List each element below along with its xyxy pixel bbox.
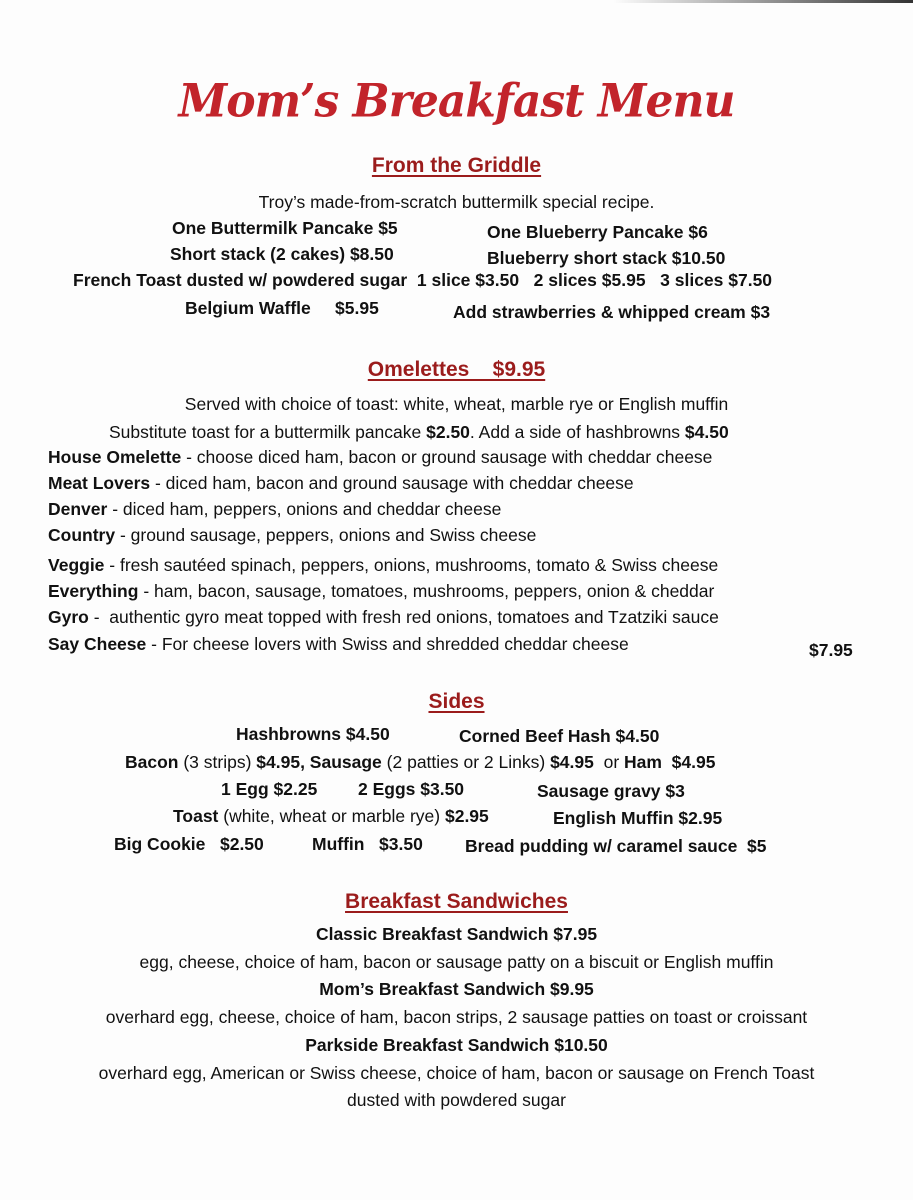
- section-griddle-heading: From the Griddle: [371, 154, 542, 177]
- sandwich-parkside-desc-2: dusted with powdered sugar: [347, 1090, 566, 1110]
- sandwich-parkside: Parkside Breakfast Sandwich $10.50: [305, 1035, 608, 1055]
- griddle-waffle: Belgium Waffle $5.95: [185, 298, 379, 318]
- section-omelettes-heading: Omelettes $9.95: [367, 358, 546, 381]
- side-one-egg: 1 Egg $2.25: [221, 779, 318, 799]
- omelette-item: Gyro - authentic gyro meat topped with fresh red onions, tomatoes and Tzatziki sauce: [48, 607, 719, 627]
- scan-edge: [613, 0, 913, 3]
- side-two-eggs: 2 Eggs $3.50: [358, 779, 465, 799]
- omelette-item: Veggie - fresh sautéed spinach, peppers, onions, mushrooms, tomato & Swiss cheese: [48, 555, 719, 575]
- griddle-one-blueberry: One Blueberry Pancake $6: [487, 222, 708, 242]
- sandwich-moms-desc: overhard egg, cheese, choice of ham, bacon strips, 2 sausage patties on toast or croissant: [105, 1007, 808, 1027]
- side-corned-beef: Corned Beef Hash $4.50: [459, 726, 660, 746]
- side-meats: Bacon (3 strips) $4.95, Sausage (2 patties or 2 Links) $4.95 or Ham $4.95: [125, 752, 716, 772]
- side-english-muffin: English Muffin $2.95: [553, 808, 723, 828]
- omelette-item: Say Cheese - For cheese lovers with Swiss and shredded cheddar cheese $7.95: [48, 634, 853, 660]
- section-sandwiches-heading: Breakfast Sandwiches: [345, 890, 568, 913]
- griddle-intro: Troy’s made-from-scratch buttermilk special recipe.: [258, 192, 655, 212]
- griddle-short-stack: Short stack (2 cakes) $8.50: [170, 244, 394, 264]
- menu-title: Mom’s Breakfast Menu: [178, 74, 735, 129]
- sandwich-classic: Classic Breakfast Sandwich $7.95: [315, 924, 598, 944]
- omelette-item: Denver - diced ham, peppers, onions and cheddar cheese: [48, 499, 502, 519]
- griddle-strawberries: Add strawberries & whipped cream $3: [453, 302, 771, 322]
- side-muffin: Muffin $3.50: [312, 834, 423, 854]
- omelette-item: Everything - ham, bacon, sausage, tomatoes, mushrooms, peppers, onion & cheddar: [48, 581, 715, 601]
- omelettes-served: Served with choice of toast: white, wheat, marble rye or English muffin: [184, 394, 729, 414]
- omelette-item: House Omelette - choose diced ham, bacon or ground sausage with cheddar cheese: [48, 447, 713, 467]
- side-toast: Toast (white, wheat or marble rye) $2.95: [173, 806, 489, 826]
- griddle-french-toast: French Toast dusted w/ powdered sugar 1 slice $3.50 2 slices $5.95 3 slices $7.50: [73, 270, 773, 290]
- sandwich-moms: Mom’s Breakfast Sandwich $9.95: [319, 979, 594, 999]
- section-sides-heading: Sides: [428, 690, 485, 713]
- side-bread-pudding: Bread pudding w/ caramel sauce $5: [465, 836, 767, 856]
- griddle-one-pancake: One Buttermilk Pancake $5: [172, 218, 398, 238]
- griddle-blueberry-short: Blueberry short stack $10.50: [487, 248, 726, 268]
- omelettes-substitute: Substitute toast for a buttermilk pancake $2.50. Add a side of hashbrowns $4.50: [109, 422, 729, 442]
- side-cookie: Big Cookie $2.50: [114, 834, 264, 854]
- side-gravy: Sausage gravy $3: [537, 781, 685, 801]
- omelette-item: Meat Lovers - diced ham, bacon and ground sausage with cheddar cheese: [48, 473, 634, 493]
- omelette-item: Country - ground sausage, peppers, onions and Swiss cheese: [48, 525, 537, 545]
- side-hashbrowns: Hashbrowns $4.50: [236, 724, 390, 744]
- sandwich-parkside-desc-1: overhard egg, American or Swiss cheese, choice of ham, bacon or sausage on French Toast: [98, 1063, 815, 1083]
- sandwich-classic-desc: egg, cheese, choice of ham, bacon or sausage patty on a biscuit or English muffin: [139, 952, 774, 972]
- say-cheese-price: $7.95: [809, 640, 853, 660]
